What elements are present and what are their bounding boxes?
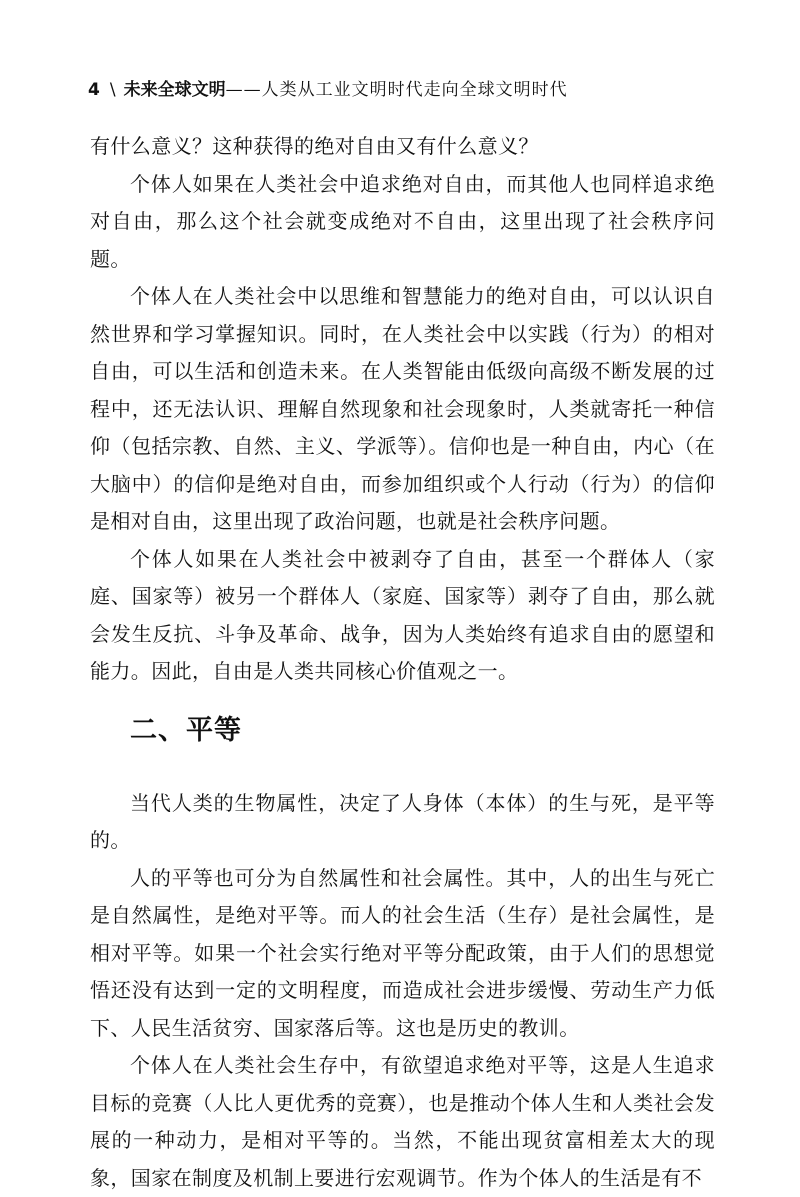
header-separator: \ xyxy=(109,80,116,100)
paragraph: 个体人如果在人类社会中追求绝对自由，而其他人也同样追求绝对自由，那么这个社会就变成绝对不自由，这里出现了社会秩序问题。 xyxy=(90,171,715,271)
body-text xyxy=(90,128,715,1197)
paragraph: 个体人如果在人类社会中被剥夺了自由，甚至一个群体人（家庭、国家等）被另一个群体人（家庭、国家等）剥夺了自由，那么就会发生反抗、斗争及革命、战争，因为人类始终有追求自由的愿望和能力。因此，自由是人类共同核心价值观之一。 xyxy=(90,546,715,683)
page-number: 4 xyxy=(88,80,100,100)
paragraph: 个体人在人类社会中以思维和智慧能力的绝对自由，可以认识自然世界和学习掌握知识。同时，在人类社会中以实践（行为）的相对自由，可以生活和创造未来。在人类智能由低级向高级不断发展的过程中，还无法认识、理解自然现象和社会现象时，人类就寄托一种信仰（包括宗教、自然、主义、学派等）。信仰也是一种自由，内心（在大脑中）的信仰是绝对自由，而参加组织或个人行动（行为）的信仰是相对自由，这里出现了政治问题，也就是社会秩序问题。 xyxy=(90,284,715,533)
paragraph: 个体人在人类社会生存中，有欲望追求绝对平等，这是人生追求目标的竞赛（人比人更优秀的竞赛），也是推动个体人生和人类社会发展的一种动力，是相对平等的。当然，不能出现贫富相差太大的现象，国家在制度及机制上要进行宏观调节。作为个体人的生活是有不 xyxy=(90,1053,715,1190)
running-header xyxy=(88,79,568,101)
book-subtitle: ——人类从工业文明时代走向全球文明时代 xyxy=(225,80,568,100)
paragraph: 当代人类的生物属性，决定了人身体（本体）的生与死，是平等的。 xyxy=(90,790,715,852)
paragraph: 有什么意义？这种获得的绝对自由又有什么意义？ xyxy=(90,134,539,158)
paragraph: 人的平等也可分为自然属性和社会属性。其中，人的出生与死亡是自然属性，是绝对平等。而人的社会生活（生存）是社会属性，是相对平等。如果一个社会实行绝对平等分配政策，由于人们的思想觉悟还没有达到一定的文明程度，而造成社会进步缓慢、劳动生产力低下、人民生活贫穷、国家落后等。这也是历史的教训。 xyxy=(90,865,715,1040)
section-heading: 二、平等 xyxy=(130,714,242,746)
book-title: 未来全球文明 xyxy=(123,80,226,100)
